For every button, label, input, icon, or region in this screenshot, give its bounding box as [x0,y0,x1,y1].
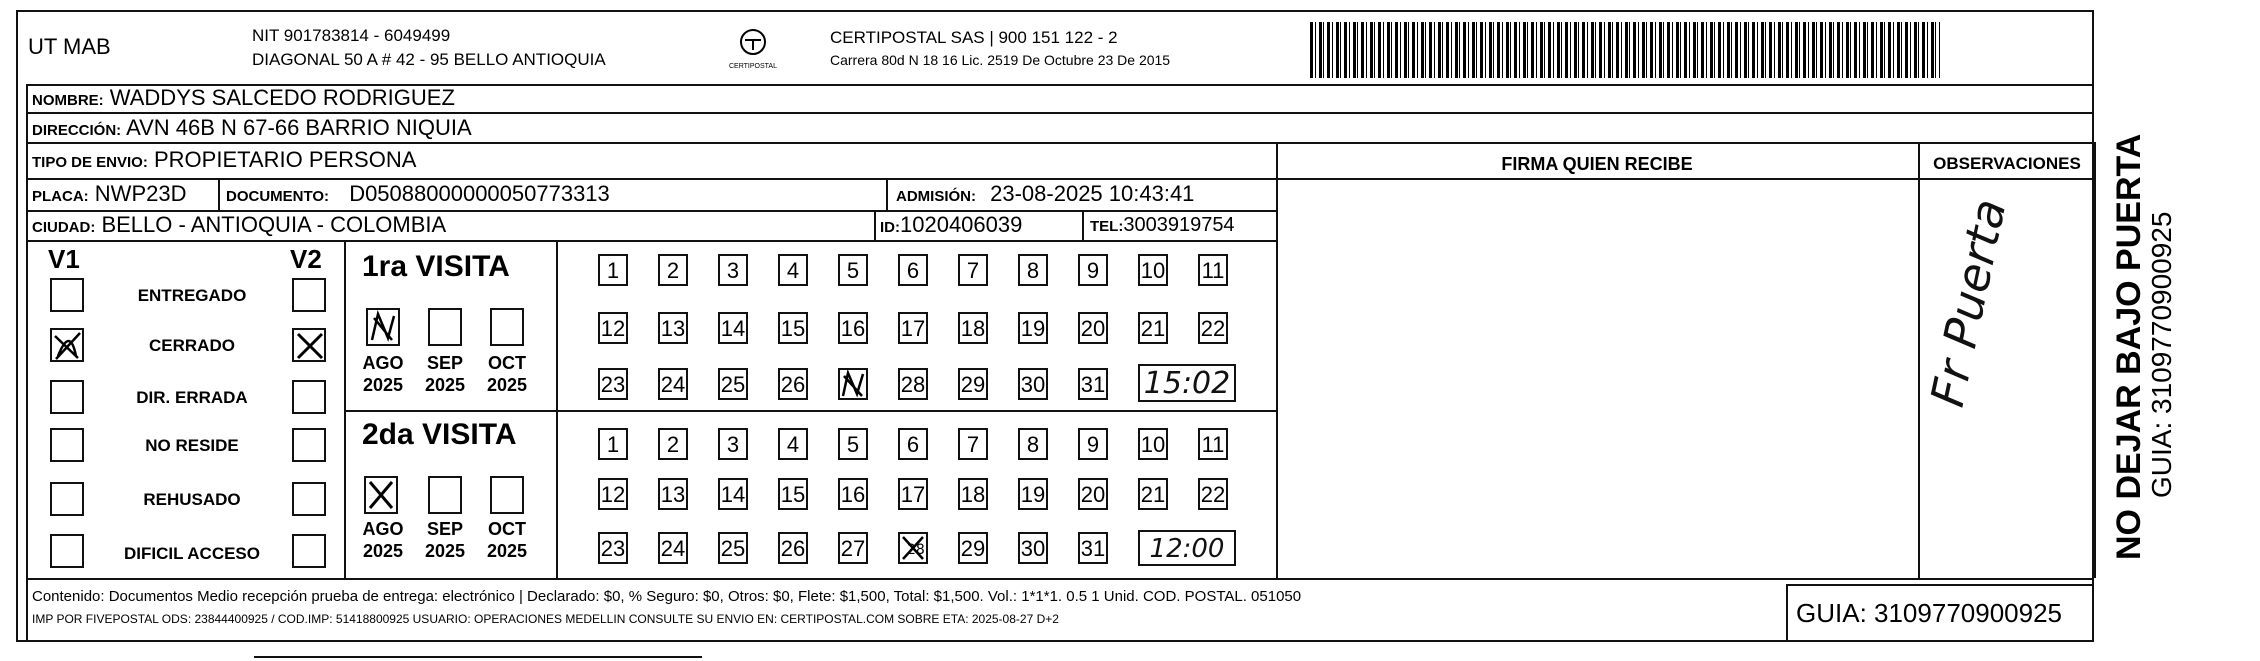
day-box[interactable]: 31 [1078,368,1108,400]
day-box-marked[interactable] [898,532,928,564]
day-box[interactable]: 7 [958,254,988,286]
observaciones-label: OBSERVACIONES [1933,154,2081,173]
day-box[interactable]: 9 [1078,428,1108,460]
company-nit: NIT 901783814 - 6049499 [252,26,451,45]
tipo-label: TIPO DE ENVIO: [32,154,148,171]
day-box[interactable]: 17 [898,312,928,344]
day-box[interactable]: 6 [898,254,928,286]
day-box[interactable]: 24 [658,368,688,400]
day-box[interactable]: 20 [1078,478,1108,510]
visit2-month-ago: AGO 2025 [362,519,404,561]
day-box[interactable]: 27 [838,532,868,564]
certipostal-logo [722,28,784,70]
barcode [1310,22,1940,78]
v1-checkbox-no-reside[interactable] [50,428,84,462]
day-box[interactable]: 21 [1138,478,1168,510]
v2-checkbox-cerrado[interactable] [292,328,326,362]
day-box[interactable]: 8 [1018,428,1048,460]
v2-checkbox-no-reside[interactable] [292,428,326,462]
logo-text: CERTIPOSTAL [729,63,777,70]
day-box[interactable]: 7 [958,428,988,460]
ciudad-label: CIUDAD: [32,219,96,236]
day-box[interactable]: 25 [718,532,748,564]
day-box[interactable]: 11 [1198,428,1228,460]
day-box[interactable]: 2 [658,428,688,460]
visit1-month-ago: AGO 2025 [362,353,404,395]
day-box[interactable]: 1 [598,428,628,460]
status-label-rehusado: REHUSADO [143,490,241,509]
v2-checkbox-dificil-acceso[interactable] [292,534,326,568]
day-box[interactable]: 1 [598,254,628,286]
day-box[interactable]: 3 [718,254,748,286]
visit1-time-box[interactable]: 15:02 [1138,364,1236,402]
v1-checkbox-dificil-acceso[interactable] [50,534,84,568]
day-box[interactable]: 26 [778,368,808,400]
day-box[interactable]: 12 [598,478,628,510]
day-box[interactable]: 16 [838,312,868,344]
status-label-no-reside: NO RESIDE [145,436,239,455]
svg-text:28: 28 [907,542,925,558]
day-box[interactable]: 24 [658,532,688,564]
ciudad-value: BELLO - ANTIOQUIA - COLOMBIA [101,212,447,237]
day-box[interactable]: 14 [718,312,748,344]
v1-checkbox-dir-errada[interactable] [50,380,84,414]
v2-checkbox-rehusado[interactable] [292,482,326,516]
firma-label: FIRMA QUIEN RECIBE [1501,154,1693,174]
tel-value: 3003919754 [1123,214,1235,236]
visit1-month-ago-checkbox[interactable] [366,308,400,346]
day-box[interactable]: 22 [1198,312,1228,344]
day-box[interactable]: 19 [1018,312,1048,344]
day-box[interactable]: 5 [838,428,868,460]
handwritten-observation: Fr Puerta [1920,194,2017,412]
day-box[interactable]: 13 [658,312,688,344]
visit1-month-oct-checkbox[interactable] [490,308,524,346]
documento-value: D05088000000050773313 [349,181,610,206]
visit1-month-sep: SEP 2025 [424,353,466,395]
day-box[interactable]: 16 [838,478,868,510]
day-box[interactable]: 13 [658,478,688,510]
nombre-label: NOMBRE: [32,92,104,109]
tel-label: TEL: [1090,218,1124,235]
day-box[interactable]: 17 [898,478,928,510]
day-box[interactable]: 15 [778,478,808,510]
day-box[interactable]: 6 [898,428,928,460]
day-box[interactable]: 19 [1018,478,1048,510]
direccion-label: DIRECCIÓN: [32,122,122,139]
documento-row [226,181,610,207]
tipo-value: PROPIETARIO PERSONA [153,147,417,172]
company-name: UT MAB [28,34,111,59]
nombre-value: WADDYS SALCEDO RODRIGUEZ [109,85,455,110]
day-box[interactable]: 21 [1138,312,1168,344]
day-box[interactable]: 25 [718,368,748,400]
visit2-month-oct: OCT 2025 [486,519,528,561]
day-box[interactable]: 28 [898,368,928,400]
visit2-month-oct-checkbox[interactable] [490,476,524,514]
v1-checkbox-rehusado[interactable] [50,482,84,516]
company-address: DIAGONAL 50 A # 42 - 95 BELLO ANTIOQUIA [252,50,606,69]
day-box[interactable]: 23 [598,532,628,564]
side-no-dejar: NO DEJAR BAJO PUERTA [2110,133,2148,560]
day-box[interactable]: 2 [658,254,688,286]
status-label-dir-errada: DIR. ERRADA [136,388,248,407]
visit1-title: 1ra VISITA [362,250,510,283]
admision-label: ADMISIÓN: [896,188,976,205]
tipo-row [32,147,416,173]
tel-row [1090,214,1235,237]
v1-checkbox-cerrado[interactable] [50,328,84,362]
day-box[interactable]: 26 [778,532,808,564]
v1-label: V1 [48,244,80,274]
day-box[interactable]: 18 [958,478,988,510]
id-value: 1020406039 [900,212,1023,237]
footer-imp: IMP POR FIVEPOSTAL ODS: 23844400925 / COD.IMP: 51418800925 USUARIO: OPERACIONES MEDELLIN CONSULTE SU ENVIO EN: CERTIPOSTAL.COM SOBRE ETA: 2025-08-27 D+2 [32,612,1059,626]
v2-label: V2 [290,244,322,274]
visit2-title: 2da VISITA [362,418,517,451]
id-label: ID: [880,219,900,236]
day-box[interactable]: 31 [1078,532,1108,564]
day-box[interactable]: 10 [1138,428,1168,460]
day-box[interactable]: 8 [1018,254,1048,286]
placa-value: NWP23D [94,181,187,206]
day-box[interactable]: 4 [778,254,808,286]
day-box[interactable]: 11 [1198,254,1228,286]
visit2-time-box[interactable]: 12:00 [1138,530,1236,566]
nombre-row [32,85,455,111]
direccion-value: AVN 46B N 67-66 BARRIO NIQUIA [126,115,472,140]
day-box[interactable]: 18 [958,312,988,344]
day-box[interactable]: 30 [1018,532,1048,564]
day-box[interactable]: 3 [718,428,748,460]
day-box[interactable]: 4 [778,428,808,460]
visit1-month-oct: OCT 2025 [486,353,528,395]
v2-checkbox-dir-errada[interactable] [292,380,326,414]
status-label-cerrado: CERRADO [149,336,235,355]
day-box[interactable]: 23 [598,368,628,400]
placa-row [32,181,186,207]
day-box[interactable]: 20 [1078,312,1108,344]
day-box[interactable]: 9 [1078,254,1108,286]
day-box[interactable]: 15 [778,312,808,344]
bottom-rule [254,656,702,658]
day-box[interactable]: 29 [958,532,988,564]
visit2-month-sep-checkbox[interactable] [428,476,462,514]
certipostal-license: Carrera 80d N 18 16 Lic. 2519 De Octubre 23 De 2015 [830,52,1171,68]
day-box[interactable]: 29 [958,368,988,400]
day-box[interactable]: 10 [1138,254,1168,286]
day-box-marked[interactable] [838,368,868,400]
visit2-month-ago-checkbox[interactable] [364,476,398,514]
day-box[interactable]: 5 [838,254,868,286]
ciudad-row [32,212,446,238]
status-label-entregado: ENTREGADO [137,286,247,305]
v1-checkbox-entregado[interactable] [50,278,84,312]
v2-checkbox-entregado[interactable] [292,278,326,312]
visit1-month-sep-checkbox[interactable] [428,308,462,346]
status-label-dificil-acceso: DIFICIL ACCESO [123,544,260,563]
side-guia: GUIA: 3109770900925 [2146,211,2177,498]
day-box[interactable]: 14 [718,478,748,510]
day-box[interactable]: 30 [1018,368,1048,400]
admision-row [896,181,1194,207]
day-box[interactable]: 22 [1198,478,1228,510]
footer-content: Contenido: Documentos Medio recepción prueba de entrega: electrónico | Declarado: $0, % Seguro: $0, Otros: $0, Flete: $1,500, Total: $1,500. Vol.: 1*1*1. 0.5 1 Unid. COD. POSTAL. 051050 [32,588,1302,605]
placa-label: PLACA: [32,188,89,205]
visit2-month-sep: SEP 2025 [424,519,466,561]
certipostal-info: CERTIPOSTAL SAS | 900 151 122 - 2 [830,28,1118,47]
documento-label: DOCUMENTO: [226,188,330,205]
id-row [880,212,1022,238]
admision-value: 23-08-2025 10:43:41 [990,181,1195,206]
direccion-row [32,115,472,141]
footer-guia: GUIA: 3109770900925 [1796,598,2062,628]
day-box[interactable]: 12 [598,312,628,344]
